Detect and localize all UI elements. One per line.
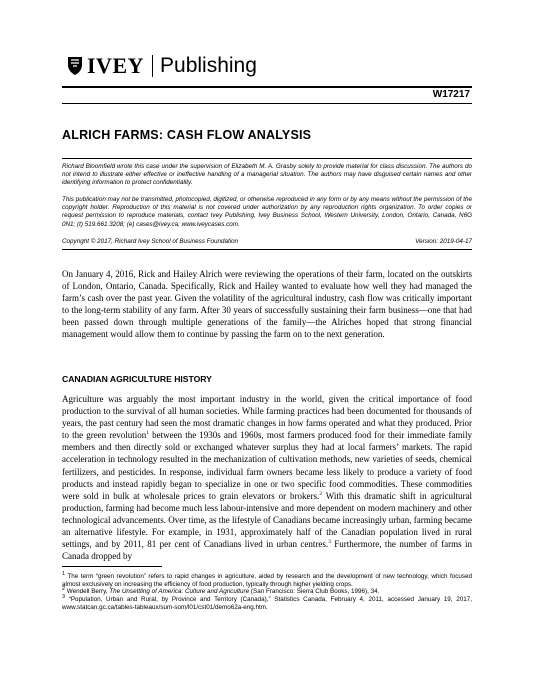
authorship-note: Richard Bloomfield wrote this case under the supervision of Elizabeth M. A. Grasby solely to provide material for class discussion. The authors do not intend to illustrate either effective or ineffective handling of a managerial situation. The authors may have disguised certain names and other identifying information to protect confidentiality. xyxy=(62,163,472,187)
history-paragraph: Agriculture was arguably the most important industry in the world, given the critical importance of food production to the survival of all human societies. While farming practices had been documented for thousands of years, the past century had seen the most dramatic changes in how farms operated and what they produced. Prior to the green revolution$^1$ between the 1930s and 1960s, most farmers produced food for their immediate family members and then directly sold or exchanged whatever surplus they had at local farmers’ markets. The rapid acceleration in technology resulted in the mechanization of cultivation methods, new varieties of seeds, chemical fertilizers, and pesticides. In response, individual farm owners became less likely to produce a variety of food products and instead rapidly began to specialize in one or two specific food commodities. These commodities were sold in bulk at wholesale prices to grain elevators or brokers.$^2$ With this dramatic shift in agricultural production, farming had become much less labour-intensive and more dependent on modern machinery and other technological advancements. Over time, as the lifestyle of Canadians became increasingly urban, farming became an alternative lifestyle. For example, in 1931, approximately half of the Canadian population lived in rural settings, and by 2011, 81 per cent of Canadians lived in urban centres.$^3$ Furthermore, the number of farms in Canada dropped by xyxy=(62,394,472,562)
header-rule xyxy=(62,86,472,88)
footnote-rule xyxy=(62,566,162,567)
footnote-2: $^2$ Wendell Berry, The Unsettling of America: Culture and Agriculture (San Francisco: Sierra Club Books, 1996), 34. xyxy=(62,586,380,596)
section-heading: CANADIAN AGRICULTURE HISTORY xyxy=(62,374,212,384)
footnote-ref-3: 3 xyxy=(328,539,331,546)
case-title: ALRICH FARMS: CASH FLOW ANALYSIS xyxy=(62,128,312,142)
publisher-name: Publishing xyxy=(160,54,257,77)
brand-name: IVEY xyxy=(87,53,145,78)
title-rule xyxy=(62,158,472,159)
version-label: Version: 2019-04-17 xyxy=(415,238,472,245)
footnote-3: $^3$ “Population, Urban and Rural, by Province and Territory (Canada),” Statistics Canada, February 4, 2011, accessed January 19, 2017, www.statcan.gc.ca/tables-tableaux/sum-som/l01/cst01/demo62a-eng.htm. xyxy=(62,594,472,611)
logo-divider xyxy=(152,55,153,77)
footnote-1: $^1$ The term “green revolution” refers to rapid changes in agriculture, aided by research and the development of new technology, which focused almost exclusively on increasing the efficiency of food production, typically through higher yielding crops. xyxy=(62,570,472,588)
intro-paragraph: On January 4, 2016, Rick and Hailey Alrich were reviewing the operations of their farm, located on the outskirts of London, Ontario, Canada. Specifically, Rick and Hailey wanted to evaluate how well they had managed the farm’s cash over the past year. Given the volatility of the agricultural industry, cash flow was critically important to the long-term stability of any farm. After 30 years of successfully sustaining their farm business—one that had been passed down through multiple generations of the family—the Alriches hoped that strong financial management would allow them to continue by passing the farm on to the next generation. xyxy=(62,269,472,340)
case-code-rule xyxy=(62,103,472,104)
footnote-ref-2: 2 xyxy=(319,490,323,497)
case-code: W17217 xyxy=(432,89,470,100)
permissions-note: This publication may not be transmitted, photocopied, digitized, or otherwise reproduced in any form or by any means without the permission of the copyright holder. Reproduction of this material is not covered under authorization by any reproduction rights organization. To order copies or request permission to reproduce materials, contact Ivey Publishing, Ivey Business School, Western University, London, Ontario, Canada, N6G 0N1; (t) 519.661.3208; (e) cases@ivey.ca; www.iveycases.com. xyxy=(62,196,472,228)
ivey-publishing-logo xyxy=(67,53,257,79)
footnote-ref-1: 1 xyxy=(146,430,150,437)
notes-rule xyxy=(62,249,472,250)
copyright-notice: Copyright © 2017, Richard Ivey School of Business Foundation xyxy=(62,238,239,245)
footnotes xyxy=(62,570,472,612)
crest-icon xyxy=(67,56,83,76)
copyright-row xyxy=(62,238,472,245)
